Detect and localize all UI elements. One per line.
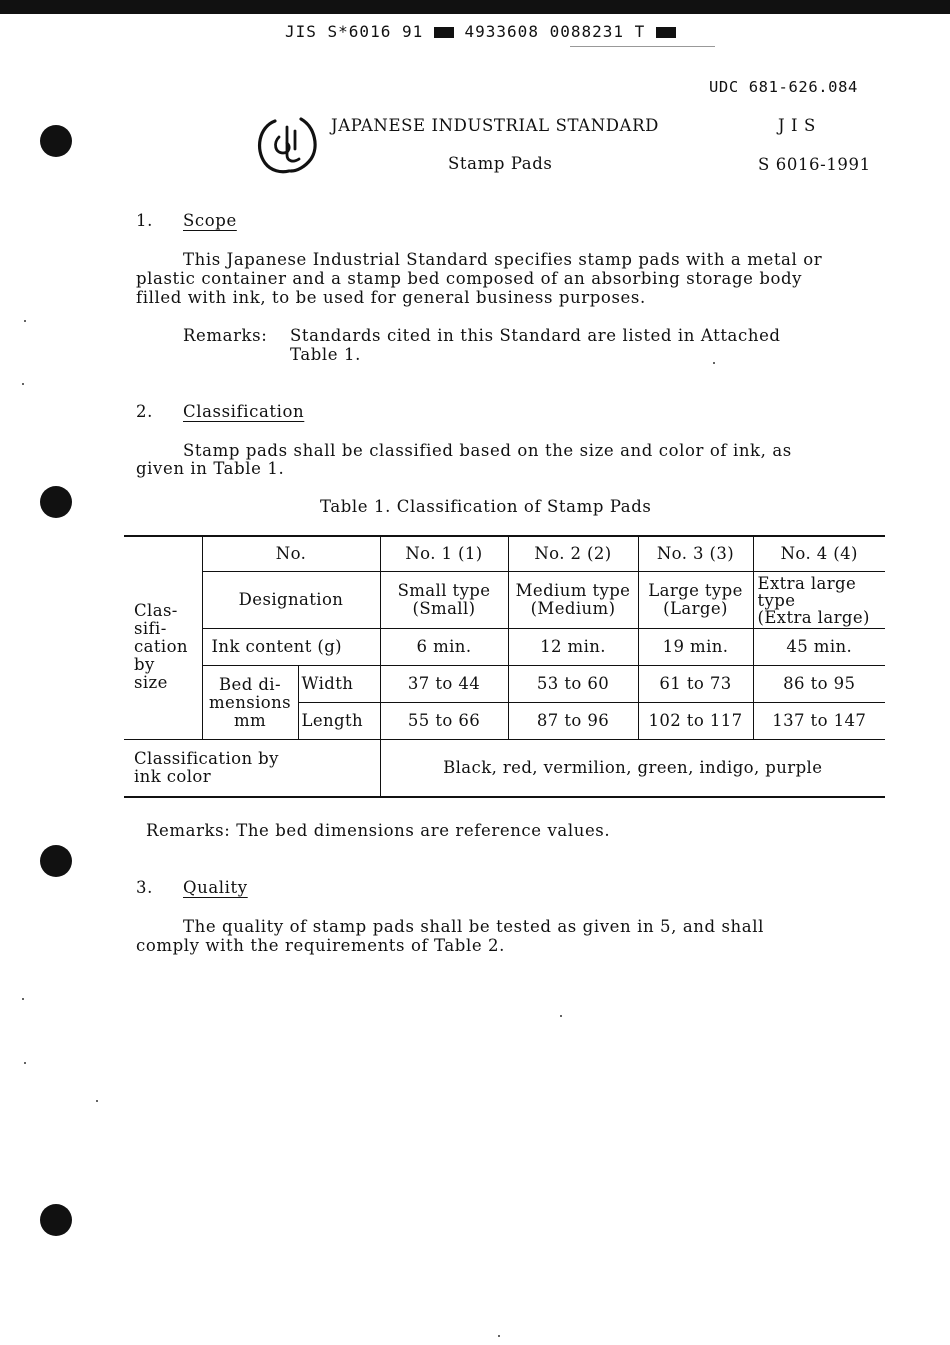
jis-label: J I S — [778, 116, 816, 135]
no-header: No. — [202, 536, 380, 572]
scope-body-line-3: filled with ink, to be used for general business purposes. — [136, 288, 646, 307]
table-remarks: Remarks: The bed dimensions are reference values. — [146, 821, 611, 840]
document-code-part2: 4933608 0088231 T — [464, 22, 646, 41]
size-group-label-line: sifi- — [134, 619, 167, 638]
scan-speck — [24, 1062, 26, 1064]
section-number-scope: 1. — [136, 211, 153, 230]
scan-speck — [96, 1100, 98, 1102]
designation-line: Extra large — [757, 573, 857, 593]
scope-body-line-2: plastic container and a stamp bed composed of an absorbing storage body — [136, 269, 803, 288]
ink-content-label: Ink content (g) — [202, 629, 380, 666]
column-header-no4: No. 4 (4) — [753, 536, 885, 572]
designation-no4 — [753, 572, 885, 629]
designation-line: (Medium) — [530, 599, 616, 618]
column-header-no3: No. 3 (3) — [638, 536, 753, 572]
size-group-label-line: by — [134, 655, 155, 674]
punch-hole — [40, 486, 72, 518]
table-row-ink-content — [124, 629, 885, 666]
scan-speck — [22, 383, 24, 385]
scan-top-border — [0, 0, 950, 14]
header-rule — [570, 46, 715, 47]
bed-label-line: mm — [233, 710, 267, 730]
designation-line: Small type — [397, 581, 491, 600]
size-group-label-line: size — [134, 673, 168, 692]
size-group-label-line: Clas- — [134, 601, 178, 620]
length-label: Length — [298, 703, 380, 740]
scan-speck — [713, 362, 715, 364]
column-header-no1: No. 1 (1) — [380, 536, 508, 572]
section-heading-classification: Classification — [183, 402, 305, 421]
length-no1: 55 to 66 — [380, 703, 508, 740]
scan-speck — [498, 1335, 500, 1337]
ink-content-no2: 12 min. — [508, 629, 638, 666]
section-number-quality: 3. — [136, 878, 153, 897]
length-no3: 102 to 117 — [638, 703, 753, 740]
width-no3: 61 to 73 — [638, 666, 753, 703]
table-row-number — [124, 536, 885, 572]
document-code-header — [285, 22, 676, 41]
designation-line: (Large) — [663, 599, 728, 618]
classification-body-line-1: Stamp pads shall be classified based on the size and color of ink, as — [183, 441, 792, 460]
designation-no2 — [508, 572, 638, 629]
ink-content-no4: 45 min. — [753, 629, 885, 666]
quality-body-line-1: The quality of stamp pads shall be tested as given in 5, and shall — [183, 917, 764, 936]
size-group-label-line: cation — [134, 637, 188, 656]
ink-color-label-line: Classification by — [134, 749, 279, 768]
document-title: Stamp Pads — [448, 154, 553, 173]
jis-mark-icon — [255, 113, 319, 175]
organization-title: JAPANESE INDUSTRIAL STANDARD — [331, 116, 659, 135]
table-caption: Table 1. Classification of Stamp Pads — [320, 497, 652, 516]
designation-line: (Extra large) — [757, 607, 870, 627]
bed-label-line: Bed di- — [219, 674, 281, 694]
width-no1: 37 to 44 — [380, 666, 508, 703]
length-no2: 87 to 96 — [508, 703, 638, 740]
size-group-label — [124, 536, 202, 740]
code-block-mark — [434, 27, 454, 38]
width-no2: 53 to 60 — [508, 666, 638, 703]
punch-hole — [40, 125, 72, 157]
quality-body-line-2: comply with the requirements of Table 2. — [136, 936, 505, 955]
punch-hole — [40, 1204, 72, 1236]
designation-no1 — [380, 572, 508, 629]
designation-label: Designation — [202, 572, 380, 629]
designation-line: (Small) — [412, 599, 476, 618]
ink-content-no3: 19 min. — [638, 629, 753, 666]
table-row-width — [124, 666, 885, 703]
classification-body-line-2: given in Table 1. — [136, 459, 285, 478]
table-row-designation — [124, 572, 885, 629]
udc-number: UDC 681-626.084 — [709, 78, 858, 96]
scope-body-line-1: This Japanese Industrial Standard specifies stamp pads with a metal or — [183, 250, 823, 269]
ink-content-no1: 6 min. — [380, 629, 508, 666]
code-block-mark-end — [656, 27, 676, 38]
scope-remarks-line-1: Standards cited in this Standard are listed in Attached — [290, 326, 781, 345]
document-number: S 6016-1991 — [758, 155, 871, 174]
table-row-ink-color — [124, 740, 885, 798]
column-header-no2: No. 2 (2) — [508, 536, 638, 572]
section-heading-quality: Quality — [183, 878, 248, 897]
scan-speck — [560, 1015, 562, 1017]
designation-line: Large type — [648, 581, 743, 600]
classification-table — [124, 535, 885, 798]
bed-dimensions-label — [202, 666, 298, 740]
bed-label-line: mensions — [208, 692, 291, 712]
designation-no3 — [638, 572, 753, 629]
scope-remarks-line-2: Table 1. — [290, 345, 361, 364]
width-no4: 86 to 95 — [753, 666, 885, 703]
ink-color-label-line: ink color — [134, 767, 212, 786]
scan-speck — [24, 320, 26, 322]
document-code-part1: JIS S*6016 91 — [285, 22, 424, 41]
section-number-classification: 2. — [136, 402, 153, 421]
section-heading-scope: Scope — [183, 211, 237, 230]
scope-remarks-label: Remarks: — [183, 326, 268, 345]
scan-speck — [22, 998, 24, 1000]
designation-line: Medium type — [515, 581, 631, 600]
punch-hole — [40, 845, 72, 877]
ink-color-label — [124, 740, 380, 798]
ink-color-values: Black, red, vermilion, green, indigo, purple — [380, 740, 885, 798]
width-label: Width — [298, 666, 380, 703]
designation-line: type — [757, 590, 796, 610]
length-no4: 137 to 147 — [753, 703, 885, 740]
